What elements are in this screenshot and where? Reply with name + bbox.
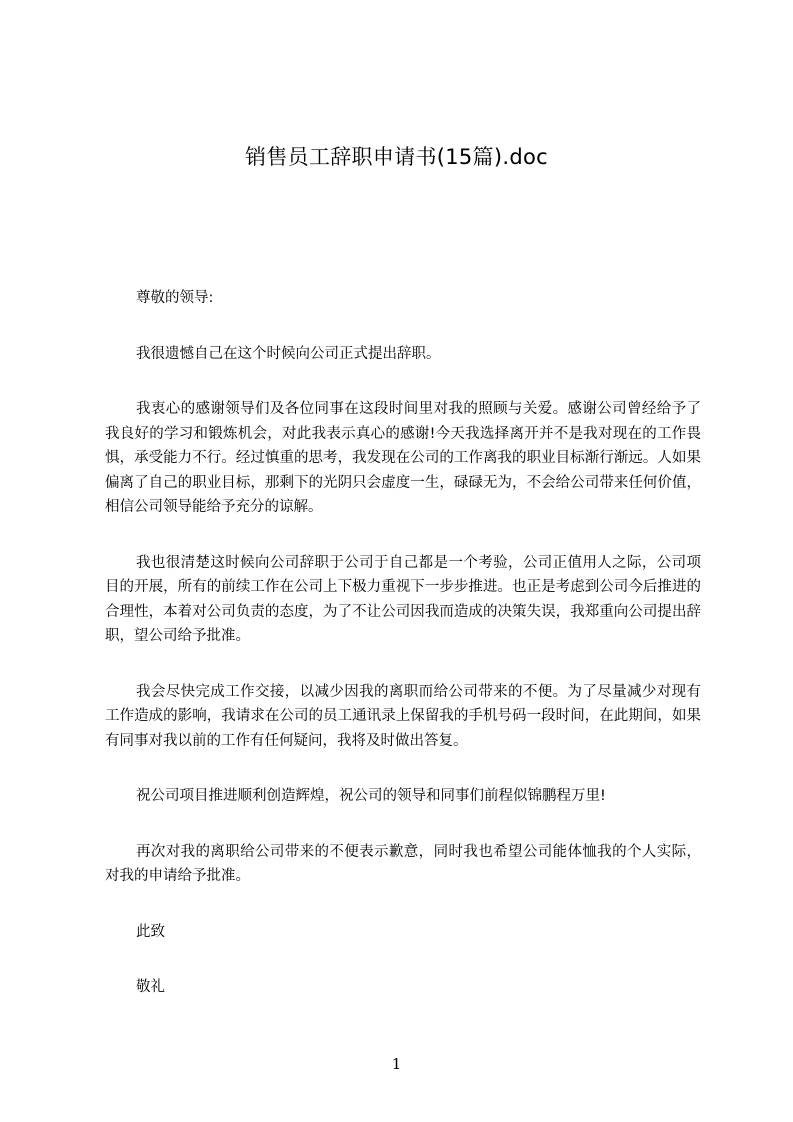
paragraph-thanks: 我衷心的感谢领导们及各位同事在这段时间里对我的照顾与关爱。感谢公司曾经给予了我良好的学习和锻炼机会，对此我表示真心的感谢!今天我选择离开并不是我对现在的工作畏惧，承受能力不行。经过慎重的思考，我发现在公司的工作离我的职业目标渐行渐远。人如果偏离了自己的职业目标，那剩下的光阴只会虚度一生，碌碌无为，不会给公司带来任何价值，相信公司领导能给予充分的谅解。: [105, 401, 701, 515]
closing-line-2: 敬礼: [136, 979, 165, 995]
page-number: 1: [391, 1055, 402, 1073]
letter-body: [105, 286, 701, 1000]
paragraph-apology: 再次对我的离职给公司带来的不便表示歉意，同时我也希望公司能体恤我的个人实际，对我的申请给予批准。: [105, 843, 701, 884]
paragraph-intro: 我很遗憾自己在这个时候向公司正式提出辞职。: [136, 345, 441, 362]
paragraph-reason: 我也很清楚这时候向公司辞职于公司于自己都是一个考验，公司正值用人之际，公司项目的开展，所有的前续工作在公司上下极力重视下一步步推进。也正是考虑到公司今后推进的合理性，本着对公司负责的态度，为了不让公司因我而造成的决策失误，我郑重向公司提出辞职，望公司给予批准。: [105, 554, 701, 644]
document-title: 销售员工辞职申请书(15篇).doc: [245, 145, 548, 169]
closing-line-1: 此致: [136, 923, 165, 940]
paragraph-handover: 我会尽快完成工作交接，以减少因我的离职而给公司带来的不便。为了尽量减少对现有工作造成的影响，我请求在公司的员工通讯录上保留我的手机号码一段时间，在此期间，如果有同事对我以前的工作有任何疑问，我将及时做出答复。: [105, 683, 701, 749]
salutation: 尊敬的领导:: [136, 290, 214, 306]
paragraph-wishes: 祝公司项目推进顺利创造辉煌，祝公司的领导和同事们前程似锦鹏程万里!: [136, 788, 606, 804]
